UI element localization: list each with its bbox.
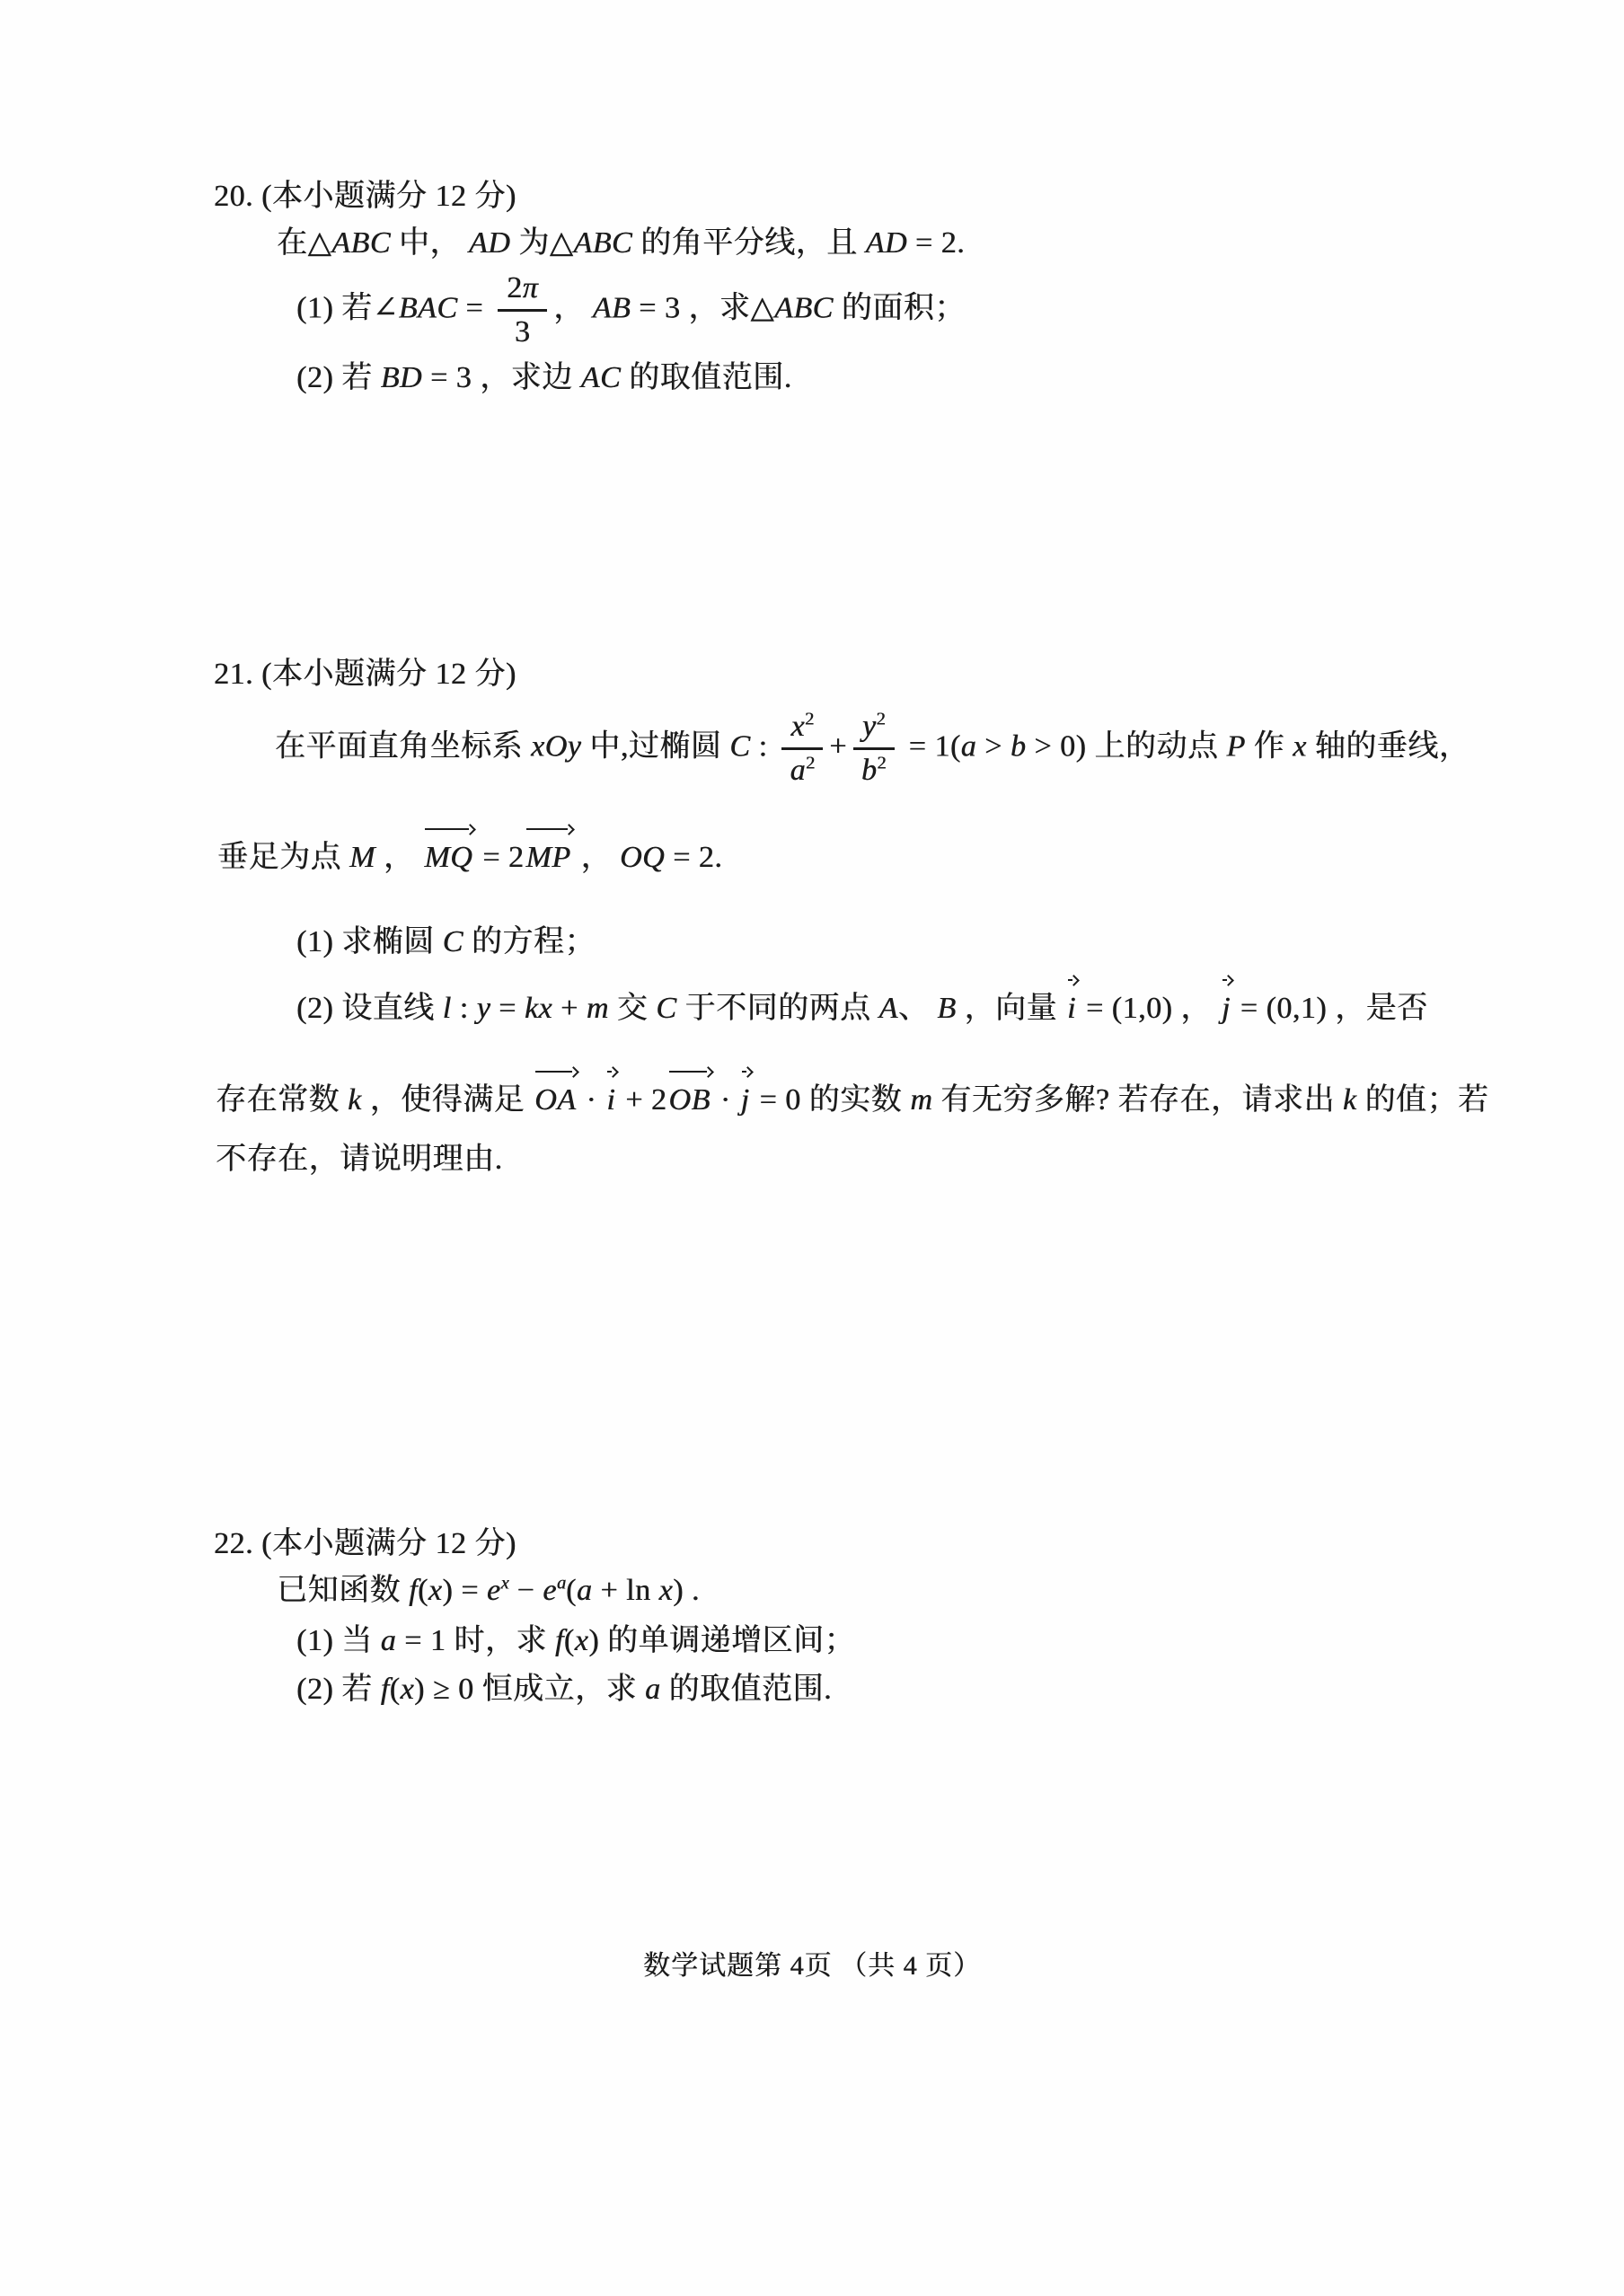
vector-overarrow: j [741, 1080, 750, 1121]
problem-20-statement: 在△ABC 中， AD 为△ABC 的角平分线，且 AD = 2. [277, 226, 966, 260]
vector-overarrow: MQ [424, 837, 472, 879]
problem-20-part-1: (1) 若∠BAC = $\frac{2\pi}{3}$ ， AB = 3 ，求△ABC 的面积； [296, 271, 966, 349]
vector-overarrow: MP [525, 837, 570, 879]
problem-21-part-2-line-3: 不存在，请说明理由. [216, 1143, 503, 1176]
vector-overarrow: i [1067, 988, 1076, 1029]
problem-22-statement: 已知函数 $f(x) = e^x - e^a(a + \ln x)$ . [277, 1573, 700, 1607]
problem-21-statement-line-1: 在平面直角坐标系 xOy 中,过椭圆 C : $\frac{x^2}{a^2}$ + $\frac{y^2}{b^2}$ = 1(a > b > 0) 上的动点 P 作 x 轴的垂线， [275, 709, 1470, 788]
problem-22-header: 22. (本小题满分 12 分) [214, 1527, 516, 1560]
problem-21-header: 21. (本小题满分 12 分) [214, 658, 516, 691]
problem-21-part-2-line-1: (2) 设直线 l : y = kx + m 交 C 于不同的两点 A、 B ，向量 i = (1,0) ， j = (0,1) ，是否 [296, 988, 1428, 1029]
problem-22-part-1: (1) 当 a = 1 时，求 f(x) 的单调递增区间； [296, 1624, 856, 1657]
problem-21-statement-line-2: 垂足为点 M ， MQ = 2MP ， OQ = 2. [217, 837, 722, 879]
fraction: $\frac{x^2}{a^2}$ [781, 710, 823, 788]
problem-22-part-2: (2) 若 f(x) ≥ 0 恒成立，求 a 的取值范围. [296, 1673, 833, 1706]
problem-20-part-2: (2) 若 BD = 3 ，求边 AC 的取值范围. [296, 361, 792, 394]
vector-overarrow: OB [668, 1080, 710, 1121]
vector-overarrow: i [606, 1080, 615, 1121]
vector-overarrow: j [1222, 988, 1231, 1029]
problem-21-part-1: (1) 求椭圆 C 的方程； [296, 925, 596, 958]
page-footer: 数学试题第 4页 （共 4 页） [643, 1951, 981, 1981]
fraction: $\frac{y^2}{b^2}$ [853, 710, 895, 788]
problem-20-header: 20. (本小题满分 12 分) [214, 180, 516, 213]
problem-21-part-2-line-2: 存在常数 k ，使得满足 OA · i + 2OB · j = 0 的实数 m 有无穷多解? 若存在，请求出 k 的值；若 [216, 1080, 1488, 1121]
fraction: $\frac{2\pi}{3}$ [498, 271, 547, 349]
vector-overarrow: OA [534, 1080, 576, 1121]
